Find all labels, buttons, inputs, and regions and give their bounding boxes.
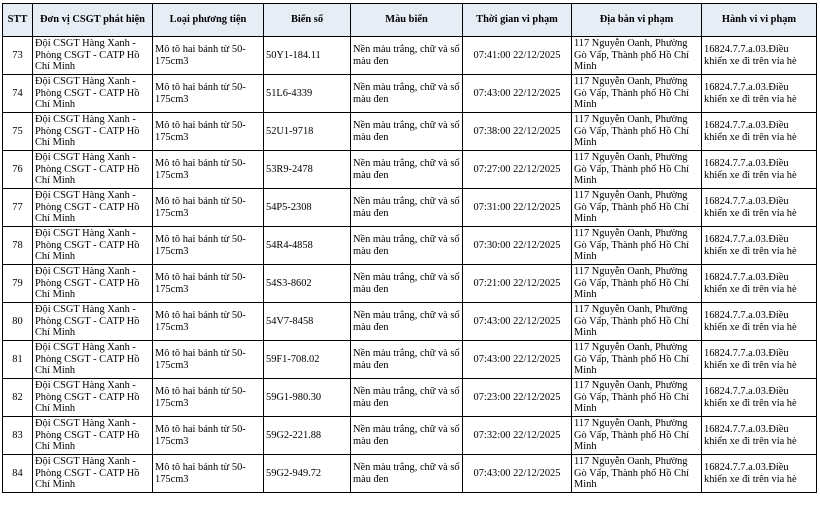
cell-location: 117 Nguyễn Oanh, Phường Gò Vấp, Thành phố Hồ Chí Minh [572,303,702,341]
cell-violation: 16824.7.7.a.03.Điều khiển xe đi trên vỉa hè [702,151,817,189]
cell-unit: Đội CSGT Hàng Xanh - Phòng CSGT - CATP Hồ Chí Minh [33,75,153,113]
cell-violation: 16824.7.7.a.03.Điều khiển xe đi trên vỉa hè [702,37,817,75]
cell-vehicle-type: Mô tô hai bánh từ 50-175cm3 [153,227,264,265]
cell-stt: 79 [3,265,33,303]
cell-vehicle-type: Mô tô hai bánh từ 50-175cm3 [153,151,264,189]
cell-unit: Đội CSGT Hàng Xanh - Phòng CSGT - CATP Hồ Chí Minh [33,379,153,417]
cell-violation: 16824.7.7.a.03.Điều khiển xe đi trên vỉa hè [702,227,817,265]
cell-plate: 51L6-4339 [264,75,351,113]
table-row [3,151,817,189]
cell-time: 07:43:00 22/12/2025 [463,303,572,341]
cell-stt: 73 [3,37,33,75]
header-unit: Đơn vị CSGT phát hiện [33,4,153,37]
cell-plate: 59G1-980.30 [264,379,351,417]
cell-violation: 16824.7.7.a.03.Điều khiển xe đi trên vỉa hè [702,341,817,379]
table-row [3,417,817,455]
cell-time: 07:30:00 22/12/2025 [463,227,572,265]
header-stt: STT [3,4,33,37]
cell-plate-color: Nền màu trắng, chữ và số màu đen [351,227,463,265]
cell-violation: 16824.7.7.a.03.Điều khiển xe đi trên vỉa hè [702,417,817,455]
cell-violation: 16824.7.7.a.03.Điều khiển xe đi trên vỉa hè [702,303,817,341]
cell-stt: 77 [3,189,33,227]
cell-time: 07:43:00 22/12/2025 [463,341,572,379]
header-row [3,4,817,37]
cell-violation: 16824.7.7.a.03.Điều khiển xe đi trên vỉa hè [702,75,817,113]
header-time: Thời gian vi phạm [463,4,572,37]
cell-unit: Đội CSGT Hàng Xanh - Phòng CSGT - CATP Hồ Chí Minh [33,113,153,151]
cell-plate: 54R4-4858 [264,227,351,265]
cell-vehicle-type: Mô tô hai bánh từ 50-175cm3 [153,455,264,493]
cell-plate: 54V7-8458 [264,303,351,341]
cell-plate: 50Y1-184.11 [264,37,351,75]
cell-vehicle-type: Mô tô hai bánh từ 50-175cm3 [153,417,264,455]
cell-time: 07:41:00 22/12/2025 [463,37,572,75]
cell-stt: 80 [3,303,33,341]
table-row [3,75,817,113]
cell-stt: 75 [3,113,33,151]
cell-location: 117 Nguyễn Oanh, Phường Gò Vấp, Thành phố Hồ Chí Minh [572,37,702,75]
cell-stt: 83 [3,417,33,455]
cell-plate-color: Nền màu trắng, chữ và số màu đen [351,379,463,417]
table-row [3,303,817,341]
cell-plate: 52U1-9718 [264,113,351,151]
cell-unit: Đội CSGT Hàng Xanh - Phòng CSGT - CATP Hồ Chí Minh [33,341,153,379]
cell-vehicle-type: Mô tô hai bánh từ 50-175cm3 [153,189,264,227]
cell-location: 117 Nguyễn Oanh, Phường Gò Vấp, Thành phố Hồ Chí Minh [572,75,702,113]
cell-plate-color: Nền màu trắng, chữ và số màu đen [351,303,463,341]
cell-location: 117 Nguyễn Oanh, Phường Gò Vấp, Thành phố Hồ Chí Minh [572,151,702,189]
cell-time: 07:21:00 22/12/2025 [463,265,572,303]
cell-vehicle-type: Mô tô hai bánh từ 50-175cm3 [153,265,264,303]
cell-violation: 16824.7.7.a.03.Điều khiển xe đi trên vỉa hè [702,113,817,151]
cell-plate: 59G2-221.88 [264,417,351,455]
cell-location: 117 Nguyễn Oanh, Phường Gò Vấp, Thành phố Hồ Chí Minh [572,227,702,265]
cell-unit: Đội CSGT Hàng Xanh - Phòng CSGT - CATP Hồ Chí Minh [33,303,153,341]
cell-vehicle-type: Mô tô hai bánh từ 50-175cm3 [153,37,264,75]
cell-stt: 84 [3,455,33,493]
cell-plate: 59F1-708.02 [264,341,351,379]
header-vehicle-type: Loại phương tiện [153,4,264,37]
cell-vehicle-type: Mô tô hai bánh từ 50-175cm3 [153,341,264,379]
cell-location: 117 Nguyễn Oanh, Phường Gò Vấp, Thành phố Hồ Chí Minh [572,341,702,379]
cell-time: 07:43:00 22/12/2025 [463,75,572,113]
table-row [3,227,817,265]
cell-location: 117 Nguyễn Oanh, Phường Gò Vấp, Thành phố Hồ Chí Minh [572,265,702,303]
cell-unit: Đội CSGT Hàng Xanh - Phòng CSGT - CATP Hồ Chí Minh [33,37,153,75]
header-violation: Hành vi vi phạm [702,4,817,37]
header-plate: Biển số [264,4,351,37]
cell-vehicle-type: Mô tô hai bánh từ 50-175cm3 [153,379,264,417]
table-body [3,37,817,493]
cell-unit: Đội CSGT Hàng Xanh - Phòng CSGT - CATP Hồ Chí Minh [33,455,153,493]
cell-time: 07:43:00 22/12/2025 [463,455,572,493]
cell-violation: 16824.7.7.a.03.Điều khiển xe đi trên vỉa hè [702,189,817,227]
cell-plate-color: Nền màu trắng, chữ và số màu đen [351,189,463,227]
header-location: Địa bàn vi phạm [572,4,702,37]
table-row [3,379,817,417]
cell-location: 117 Nguyễn Oanh, Phường Gò Vấp, Thành phố Hồ Chí Minh [572,113,702,151]
cell-plate-color: Nền màu trắng, chữ và số màu đen [351,75,463,113]
cell-violation: 16824.7.7.a.03.Điều khiển xe đi trên vỉa hè [702,265,817,303]
cell-location: 117 Nguyễn Oanh, Phường Gò Vấp, Thành phố Hồ Chí Minh [572,455,702,493]
cell-unit: Đội CSGT Hàng Xanh - Phòng CSGT - CATP Hồ Chí Minh [33,189,153,227]
cell-vehicle-type: Mô tô hai bánh từ 50-175cm3 [153,303,264,341]
cell-unit: Đội CSGT Hàng Xanh - Phòng CSGT - CATP Hồ Chí Minh [33,227,153,265]
cell-plate: 54P5-2308 [264,189,351,227]
table-row [3,341,817,379]
table-row [3,455,817,493]
cell-vehicle-type: Mô tô hai bánh từ 50-175cm3 [153,75,264,113]
cell-plate: 54S3-8602 [264,265,351,303]
cell-time: 07:32:00 22/12/2025 [463,417,572,455]
cell-location: 117 Nguyễn Oanh, Phường Gò Vấp, Thành phố Hồ Chí Minh [572,417,702,455]
cell-time: 07:27:00 22/12/2025 [463,151,572,189]
cell-plate-color: Nền màu trắng, chữ và số màu đen [351,341,463,379]
cell-unit: Đội CSGT Hàng Xanh - Phòng CSGT - CATP Hồ Chí Minh [33,265,153,303]
cell-stt: 78 [3,227,33,265]
table-row [3,113,817,151]
cell-unit: Đội CSGT Hàng Xanh - Phòng CSGT - CATP Hồ Chí Minh [33,417,153,455]
cell-stt: 74 [3,75,33,113]
cell-unit: Đội CSGT Hàng Xanh - Phòng CSGT - CATP Hồ Chí Minh [33,151,153,189]
cell-violation: 16824.7.7.a.03.Điều khiển xe đi trên vỉa hè [702,379,817,417]
cell-violation: 16824.7.7.a.03.Điều khiển xe đi trên vỉa hè [702,455,817,493]
cell-time: 07:38:00 22/12/2025 [463,113,572,151]
cell-plate-color: Nền màu trắng, chữ và số màu đen [351,265,463,303]
cell-plate-color: Nền màu trắng, chữ và số màu đen [351,113,463,151]
table-row [3,189,817,227]
cell-time: 07:31:00 22/12/2025 [463,189,572,227]
table-row [3,265,817,303]
cell-location: 117 Nguyễn Oanh, Phường Gò Vấp, Thành phố Hồ Chí Minh [572,379,702,417]
cell-stt: 81 [3,341,33,379]
cell-plate-color: Nền màu trắng, chữ và số màu đen [351,37,463,75]
cell-plate-color: Nền màu trắng, chữ và số màu đen [351,417,463,455]
cell-plate-color: Nền màu trắng, chữ và số màu đen [351,151,463,189]
violations-table [2,3,817,493]
cell-plate-color: Nền màu trắng, chữ và số màu đen [351,455,463,493]
cell-stt: 76 [3,151,33,189]
cell-time: 07:23:00 22/12/2025 [463,379,572,417]
table-row [3,37,817,75]
cell-location: 117 Nguyễn Oanh, Phường Gò Vấp, Thành phố Hồ Chí Minh [572,189,702,227]
cell-vehicle-type: Mô tô hai bánh từ 50-175cm3 [153,113,264,151]
cell-plate: 53R9-2478 [264,151,351,189]
header-plate-color: Màu biển [351,4,463,37]
cell-plate: 59G2-949.72 [264,455,351,493]
cell-stt: 82 [3,379,33,417]
